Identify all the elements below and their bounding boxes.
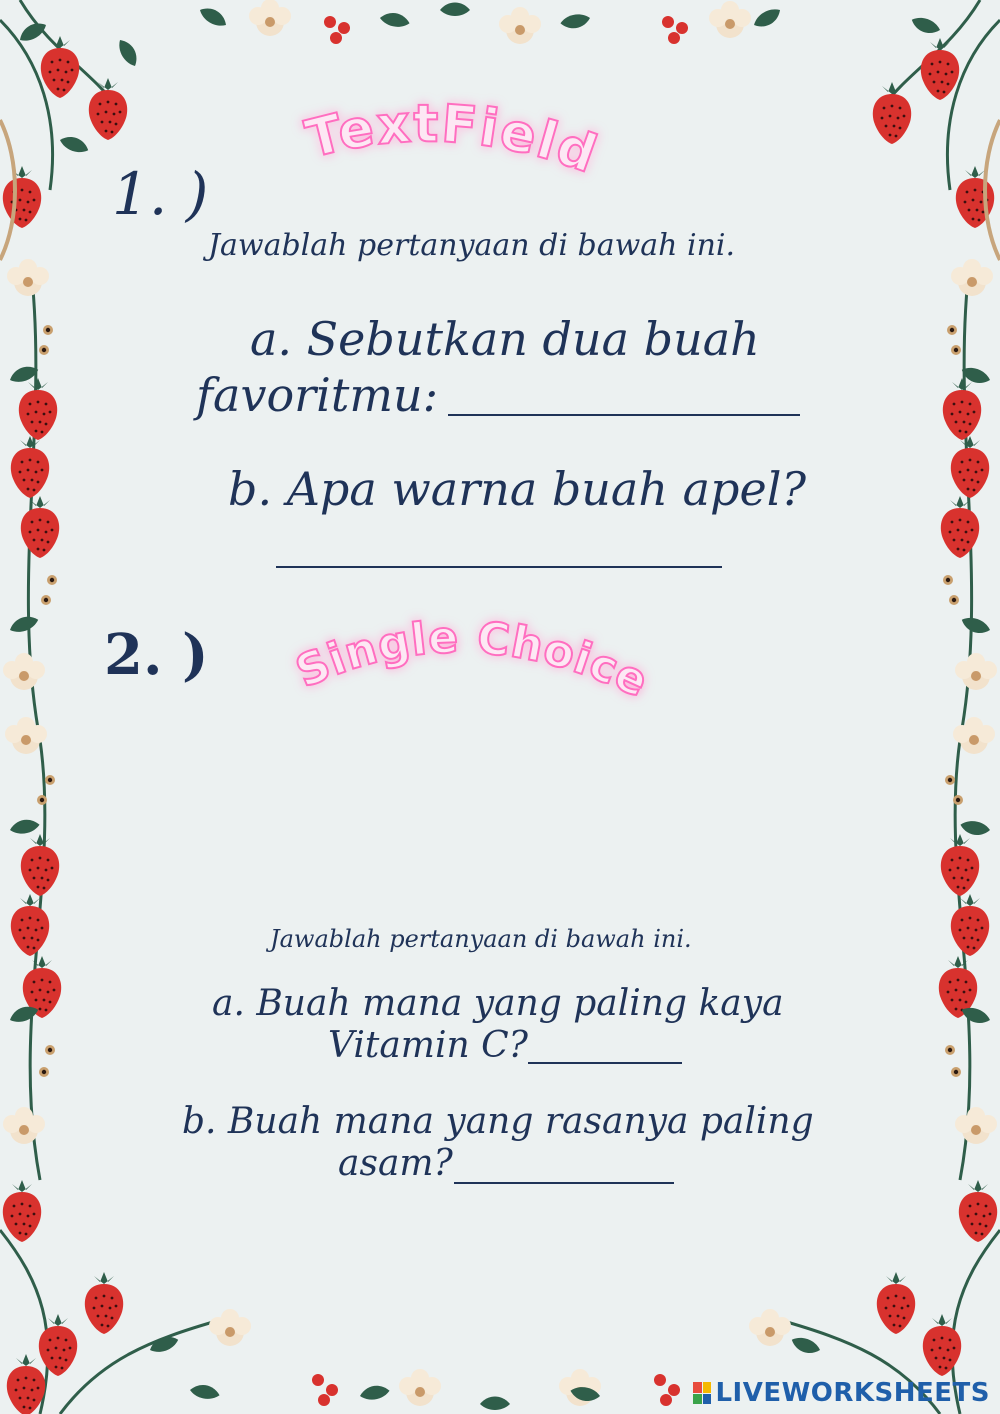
section-2-question-b-line2: asam?	[338, 1143, 453, 1184]
section-1-title	[250, 92, 650, 212]
svg-text:Single Choice	[289, 612, 656, 708]
liveworksheets-label: LIVEWORKSHEETS	[715, 1378, 990, 1408]
section-2-question-a-line1: a. Buah mana yang paling kaya	[212, 983, 784, 1024]
answer-line-1b[interactable]	[276, 566, 722, 568]
answer-line-2b[interactable]	[454, 1182, 674, 1184]
section-2-question-b-line1: b. Buah mana yang rasanya paling	[182, 1101, 814, 1142]
section-2-title-text: Single Choice	[288, 612, 657, 709]
section-1-number: 1. )	[112, 160, 209, 228]
section-2-number: 2. )	[104, 622, 209, 688]
answer-line-1a[interactable]	[448, 414, 800, 416]
section-1-question-a-line1: a. Sebutkan dua buah	[250, 312, 760, 366]
section-1-title-text: TextField	[300, 94, 606, 186]
section-1-question-a-line2: favoritmu:	[196, 368, 439, 422]
liveworksheets-logo-icon	[693, 1382, 711, 1404]
svg-text:TextField	[300, 94, 605, 185]
section-1-question-b: b. Apa warna buah apel?	[228, 462, 807, 516]
section-2-instruction: Jawablah pertanyaan di bawah ini.	[270, 925, 692, 953]
section-2-title	[262, 590, 682, 730]
liveworksheets-badge[interactable]	[693, 1378, 990, 1408]
section-2-question-a-line2: Vitamin C?	[328, 1025, 528, 1066]
section-1-instruction: Jawablah pertanyaan di bawah ini.	[208, 228, 736, 263]
answer-line-2a[interactable]	[528, 1062, 682, 1064]
